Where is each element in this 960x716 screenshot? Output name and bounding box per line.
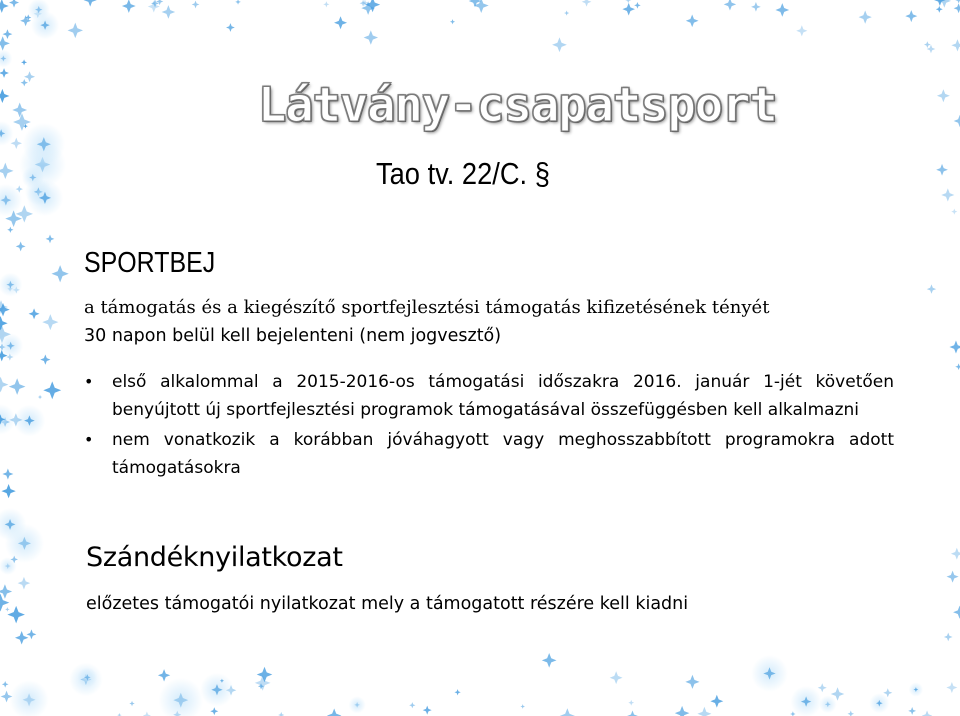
sparkle-star xyxy=(951,39,960,51)
sparkle-star xyxy=(564,11,569,16)
sparkle-star xyxy=(751,2,761,12)
sparkle-star xyxy=(235,0,240,5)
sparkle-star xyxy=(0,68,9,78)
sparkle-star xyxy=(610,671,623,684)
sparkle-star xyxy=(954,115,960,127)
sparkle-star xyxy=(84,0,97,7)
sparkle-star xyxy=(129,701,134,706)
bullet-text: nem vonatkozik a korábban jóváhagyott vagy meghosszabbított programokra adott támogatásokra xyxy=(112,430,894,478)
sparkle-star xyxy=(5,607,9,611)
intro-line-2: 30 napon belül kell bejelenteni (nem jogvesztő) xyxy=(84,326,502,346)
sparkle-star xyxy=(43,381,61,399)
sparkle-star xyxy=(634,2,641,9)
sparkle-star xyxy=(162,5,176,19)
sparkle-star xyxy=(859,11,872,24)
section-heading-szandeknyilatkozat: Szándéknyilatkozat xyxy=(86,542,343,573)
sparkle-star xyxy=(944,633,953,642)
sparkle-star xyxy=(0,36,10,50)
sparkle-star xyxy=(327,708,341,716)
sparkle-star xyxy=(2,469,13,480)
bullet-icon: • xyxy=(84,372,94,391)
sparkle-star xyxy=(3,29,13,39)
sparkle-star xyxy=(697,707,711,716)
sparkle-star xyxy=(951,209,957,215)
sparkle-star xyxy=(622,3,635,16)
slide-subtitle: Tao tv. 22/C. § xyxy=(376,156,550,191)
sparkle-star xyxy=(12,103,27,118)
section2-text: előzetes támogatói nyilatkozat mely a támogatott részére kell kiadni xyxy=(86,594,689,614)
sparkle-star xyxy=(158,669,170,681)
sparkle-star xyxy=(949,341,960,354)
sparkle-star xyxy=(927,284,936,293)
intro-line-1: a támogatás és a kiegészítő sportfejlesztési támogatás kifizetésének tényét xyxy=(84,297,770,318)
sparkle-star xyxy=(450,19,455,24)
sparkle-star xyxy=(954,3,960,13)
sparkle-star xyxy=(24,71,35,82)
sparkle-star xyxy=(685,675,699,689)
sparkle-star xyxy=(542,653,557,668)
sparkle-star xyxy=(946,682,957,693)
sparkle-star xyxy=(18,577,31,590)
sparkle-star xyxy=(9,378,26,395)
sparkle-star xyxy=(0,584,12,598)
bullet-item xyxy=(84,368,894,424)
sparkle-star xyxy=(255,675,271,691)
sparkle-star xyxy=(941,188,954,201)
sparkle-star xyxy=(905,10,917,22)
sparkle-star xyxy=(192,1,200,9)
sparkle-star xyxy=(409,702,415,708)
sparkle-star xyxy=(122,0,136,13)
sparkle-star xyxy=(29,308,40,319)
sparkle-star xyxy=(520,704,525,709)
sparkle-star xyxy=(16,242,26,252)
bullet-item xyxy=(84,426,894,482)
sparkle-star xyxy=(278,712,284,716)
sparkle-star xyxy=(334,16,347,29)
sparkle-star xyxy=(9,0,19,8)
bullet-icon: • xyxy=(84,430,94,449)
sparkle-star xyxy=(0,377,8,393)
sparkle-star xyxy=(955,363,960,370)
sparkle-star xyxy=(951,548,960,560)
sparkle-star xyxy=(46,235,55,244)
sparkle-star xyxy=(775,3,789,17)
sparkle-star xyxy=(210,707,218,715)
sparkle-star xyxy=(0,89,9,103)
sparkle-star xyxy=(953,606,960,619)
section-heading-sportbej: SPORTBEJ xyxy=(84,247,216,279)
sparkle-star xyxy=(15,631,28,644)
sparkle-star xyxy=(156,0,163,5)
sparkle-star xyxy=(0,163,14,179)
sparkle-star xyxy=(52,265,69,282)
sparkle-star xyxy=(423,706,432,715)
sparkle-star xyxy=(936,164,948,176)
sparkle-star xyxy=(908,707,916,715)
sparkle-star xyxy=(148,1,160,13)
sparkle-star xyxy=(2,681,9,688)
sparkle-star xyxy=(13,113,31,131)
sparkle-star xyxy=(42,314,58,330)
sparkle-star xyxy=(0,0,9,13)
sparkle-star xyxy=(675,706,690,716)
sparkle-star xyxy=(724,0,736,11)
sparkle-star xyxy=(922,711,933,716)
sparkle-star xyxy=(955,0,960,3)
sparkle-star xyxy=(936,6,943,13)
sparkle-star xyxy=(947,571,959,583)
sparkle-star xyxy=(848,711,854,716)
sparkle-star xyxy=(796,25,807,36)
sparkle-star xyxy=(143,712,151,716)
sparkle-star xyxy=(21,79,28,86)
sparkle-star xyxy=(625,0,631,3)
sparkle-star xyxy=(710,695,723,708)
sparkle-star xyxy=(364,30,378,44)
slide-title: Látvány-csapatsport xyxy=(258,78,777,133)
sparkle-star xyxy=(582,0,592,7)
sparkle-star xyxy=(818,683,827,692)
sparkle-star xyxy=(454,689,460,695)
sparkle-star xyxy=(11,138,22,149)
intro-paragraph xyxy=(84,294,894,350)
sparkle-star xyxy=(7,606,25,624)
sparkle-star xyxy=(560,708,575,716)
sparkle-star xyxy=(552,37,567,52)
sparkle-star xyxy=(7,227,13,233)
sparkle-star xyxy=(323,1,329,7)
sparkle-star xyxy=(68,23,83,38)
sparkle-star xyxy=(226,23,235,32)
sparkle-star xyxy=(686,14,699,27)
sparkle-star xyxy=(21,59,27,65)
bullet-list xyxy=(84,368,894,482)
sparkle-star xyxy=(38,395,42,399)
sparkle-star xyxy=(924,41,931,48)
bullet-text: első alkalommal a 2015-2016-os támogatási időszakra 2016. január 1-jét követően benyújtott új sportfejlesztési programok támogatásával összefüggésben kell alkalmazni xyxy=(112,372,894,420)
sparkle-star xyxy=(628,700,634,706)
sparkle-star xyxy=(627,711,638,716)
sparkle-star xyxy=(937,89,950,102)
sparkle-star xyxy=(1,484,15,498)
sparkle-star xyxy=(40,354,50,364)
